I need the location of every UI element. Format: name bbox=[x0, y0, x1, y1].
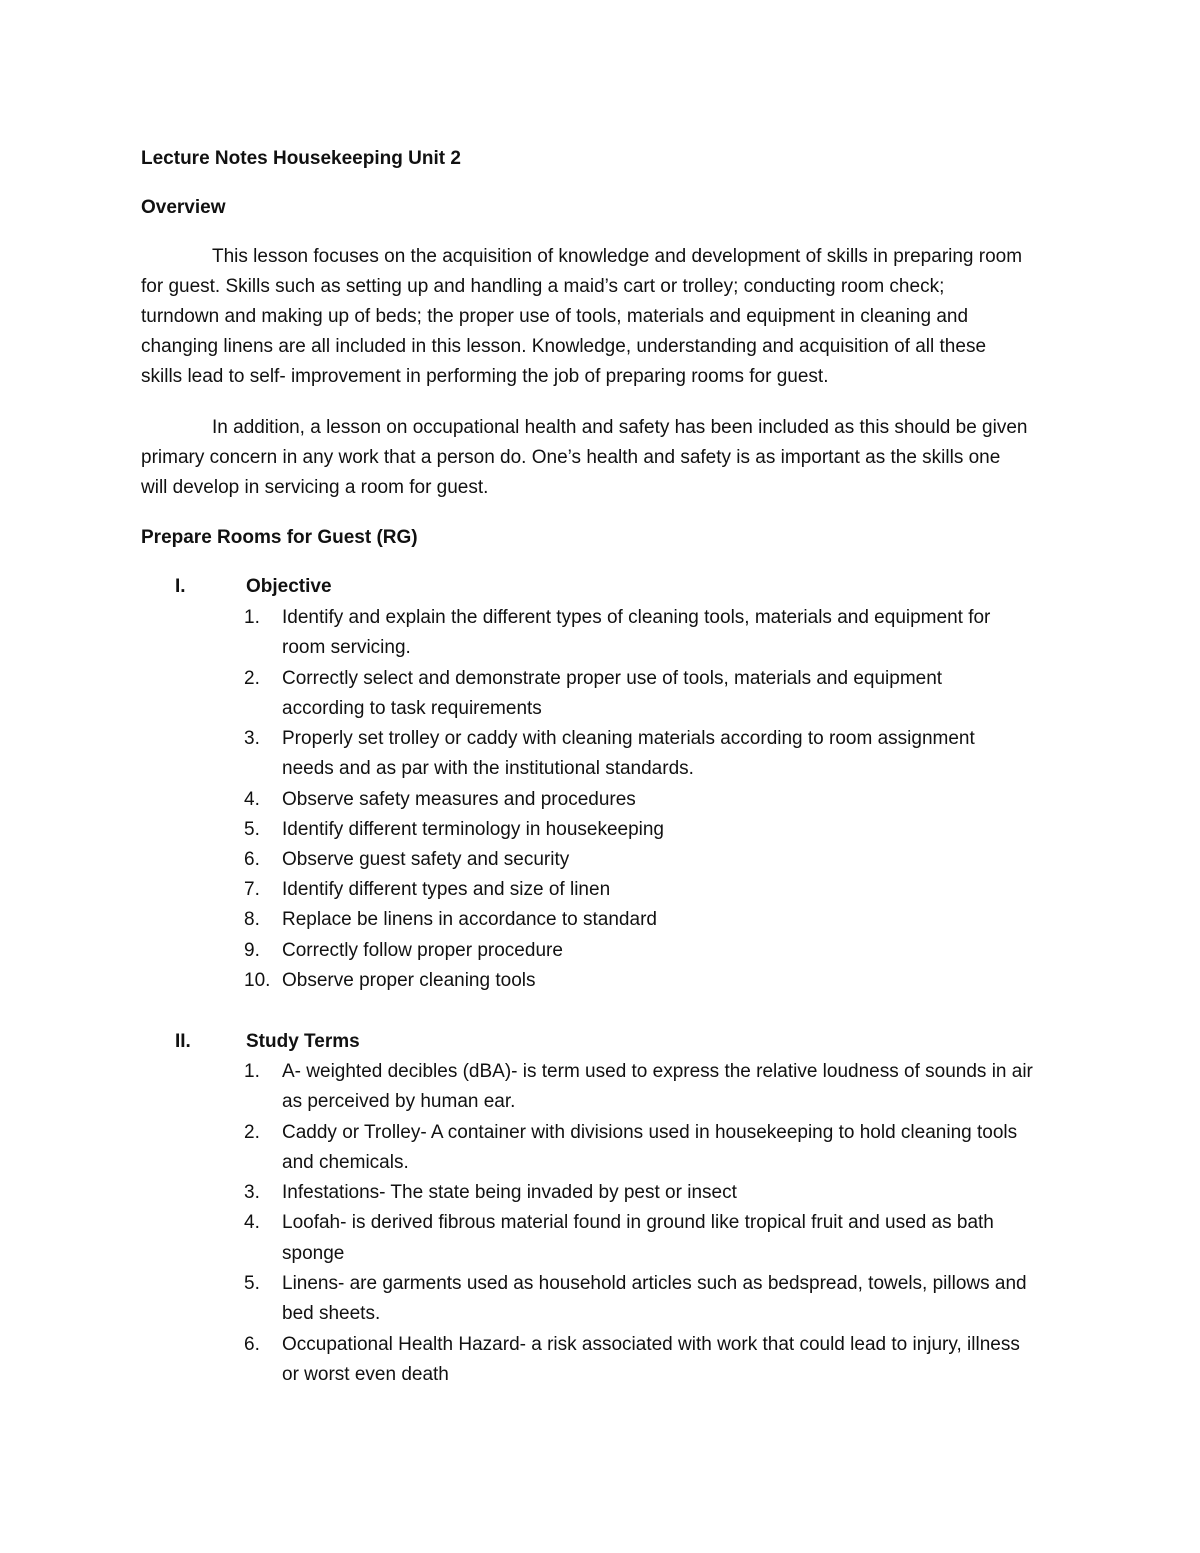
list-number: 2. bbox=[244, 668, 260, 689]
list-item-line: Observe proper cleaning tools bbox=[282, 970, 536, 991]
list-item-line: Loofah- is derived fibrous material found in ground like tropical fruit and used as bath bbox=[282, 1212, 994, 1233]
list-item-line: Replace be linens in accordance to standard bbox=[282, 909, 657, 930]
paragraph-line: turndown and making up of beds; the proper use of tools, materials and equipment in cleaning and bbox=[141, 306, 969, 327]
paragraph-line: In addition, a lesson on occupational health and safety has been included as this should be given bbox=[212, 417, 1028, 438]
objective-heading: Objective bbox=[246, 576, 332, 597]
list-number: 4. bbox=[244, 789, 260, 810]
list-item-line: Properly set trolley or caddy with cleaning materials according to room assignment bbox=[282, 728, 975, 749]
list-number: 10. bbox=[244, 970, 271, 991]
section-numeral: II. bbox=[175, 1031, 191, 1052]
section-heading: Prepare Rooms for Guest (RG) bbox=[141, 527, 418, 548]
list-number: 4. bbox=[244, 1212, 260, 1233]
list-item-line: Caddy or Trolley- A container with divisions used in housekeeping to hold cleaning tools bbox=[282, 1122, 1018, 1143]
list-item-line: Identify different terminology in housekeeping bbox=[282, 819, 665, 840]
list-number: 6. bbox=[244, 1334, 260, 1355]
paragraph-line: will develop in servicing a room for guest. bbox=[141, 477, 489, 498]
list-number: 3. bbox=[244, 728, 260, 749]
list-item-line: or worst even death bbox=[282, 1364, 449, 1385]
paragraph-line: This lesson focuses on the acquisition of knowledge and development of skills in preparing room bbox=[212, 246, 1023, 267]
list-item-line: needs and as par with the institutional standards. bbox=[282, 758, 694, 779]
study-terms-heading: Study Terms bbox=[246, 1031, 360, 1052]
list-item-line: Infestations- The state being invaded by pest or insect bbox=[282, 1182, 737, 1203]
list-item-line: according to task requirements bbox=[282, 698, 542, 719]
list-number: 5. bbox=[244, 819, 260, 840]
section-numeral: I. bbox=[175, 576, 186, 597]
paragraph-line: skills lead to self- improvement in performing the job of preparing rooms for guest. bbox=[141, 366, 829, 387]
list-item-line: Identify and explain the different types of cleaning tools, materials and equipment for bbox=[282, 607, 991, 628]
list-item-line: Observe guest safety and security bbox=[282, 849, 570, 870]
paragraph-line: changing linens are all included in this lesson. Knowledge, understanding and acquisition of all these bbox=[141, 336, 987, 357]
list-item-line: Observe safety measures and procedures bbox=[282, 789, 636, 810]
list-item-line: Identify different types and size of linen bbox=[282, 879, 611, 900]
list-number: 5. bbox=[244, 1273, 260, 1294]
list-number: 6. bbox=[244, 849, 260, 870]
list-number: 1. bbox=[244, 607, 260, 628]
list-number: 8. bbox=[244, 909, 260, 930]
paragraph-line: for guest. Skills such as setting up and handling a maid’s cart or trolley; conducting room check; bbox=[141, 276, 945, 297]
list-item-line: Linens- are garments used as household articles such as bedspread, towels, pillows and bbox=[282, 1273, 1027, 1294]
list-item-line: A- weighted decibles (dBA)- is term used to express the relative loudness of sounds in air bbox=[282, 1061, 1033, 1082]
overview-heading: Overview bbox=[141, 197, 226, 218]
list-item-line: Correctly select and demonstrate proper use of tools, materials and equipment bbox=[282, 668, 943, 689]
list-item-line: and chemicals. bbox=[282, 1152, 409, 1173]
list-number: 9. bbox=[244, 940, 260, 961]
list-item-line: room servicing. bbox=[282, 637, 411, 658]
list-number: 7. bbox=[244, 879, 260, 900]
list-item-line: as perceived by human ear. bbox=[282, 1091, 516, 1112]
list-number: 3. bbox=[244, 1182, 260, 1203]
list-number: 2. bbox=[244, 1122, 260, 1143]
list-item-line: Correctly follow proper procedure bbox=[282, 940, 563, 961]
list-item-line: bed sheets. bbox=[282, 1303, 381, 1324]
list-item-line: sponge bbox=[282, 1243, 345, 1264]
list-item-line: Occupational Health Hazard- a risk associated with work that could lead to injury, illness bbox=[282, 1334, 1020, 1355]
list-number: 1. bbox=[244, 1061, 260, 1082]
document-title: Lecture Notes Housekeeping Unit 2 bbox=[141, 148, 461, 169]
paragraph-line: primary concern in any work that a person do. One’s health and safety is as important as the skills one bbox=[141, 447, 1001, 468]
